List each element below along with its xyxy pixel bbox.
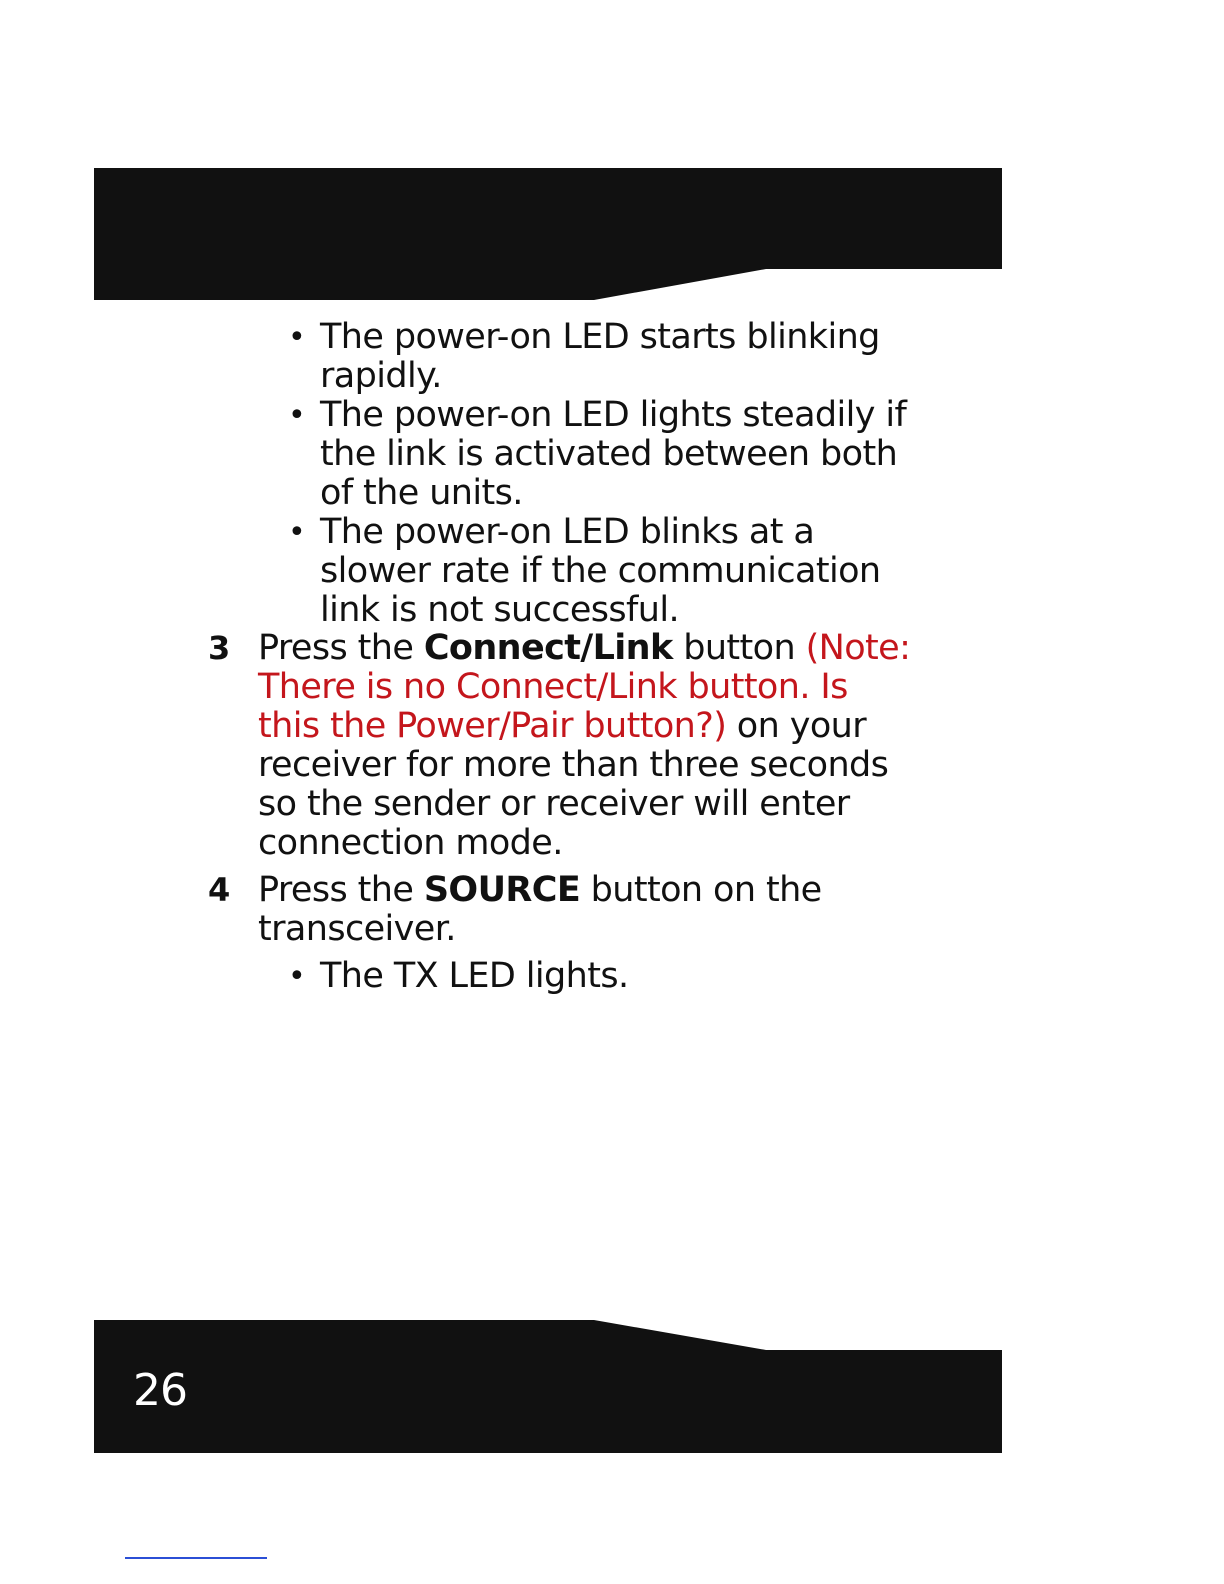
bullet-text: The power-on LED lights steadily if the link is activated between both of the units. [320,395,907,513]
bullet-marker: • [288,398,306,433]
bullet-item [288,317,920,396]
bullet-text: The TX LED lights. [320,956,629,996]
bullet-item [288,512,920,630]
editor-note: (Note: There is no Connect/Link button. Is this the Power/Pair button?) [258,628,911,746]
step-number: 4 [208,871,230,909]
step-3 [208,628,918,863]
footer-band [94,1320,1002,1453]
bullet-item [288,956,920,996]
button-name: Connect/Link [423,628,673,668]
step-number: 3 [208,629,230,667]
bullet-text: The power-on LED blinks at a slower rate if the communication link is not successful. [320,512,881,630]
header-band [94,168,1002,300]
step-text-pre: Press the [258,870,424,910]
step-text-pre: Press the [258,628,424,668]
step-4 [208,870,918,949]
button-name: SOURCE [423,870,581,910]
step-text-post: on your receiver for more than three seconds so the sender or receiver will enter connection mode. [258,706,889,863]
step-text-post: button on the transceiver. [258,870,822,949]
bullet-item [288,395,920,513]
bullet-marker: • [288,515,306,550]
bullet-marker: • [288,320,306,355]
bullet-text: The power-on LED starts blinking rapidly. [320,317,880,396]
bullet-marker: • [288,959,306,994]
link-underline [125,1557,267,1559]
step-text-mid: button [672,628,806,668]
page-number: 26 [133,1365,187,1416]
